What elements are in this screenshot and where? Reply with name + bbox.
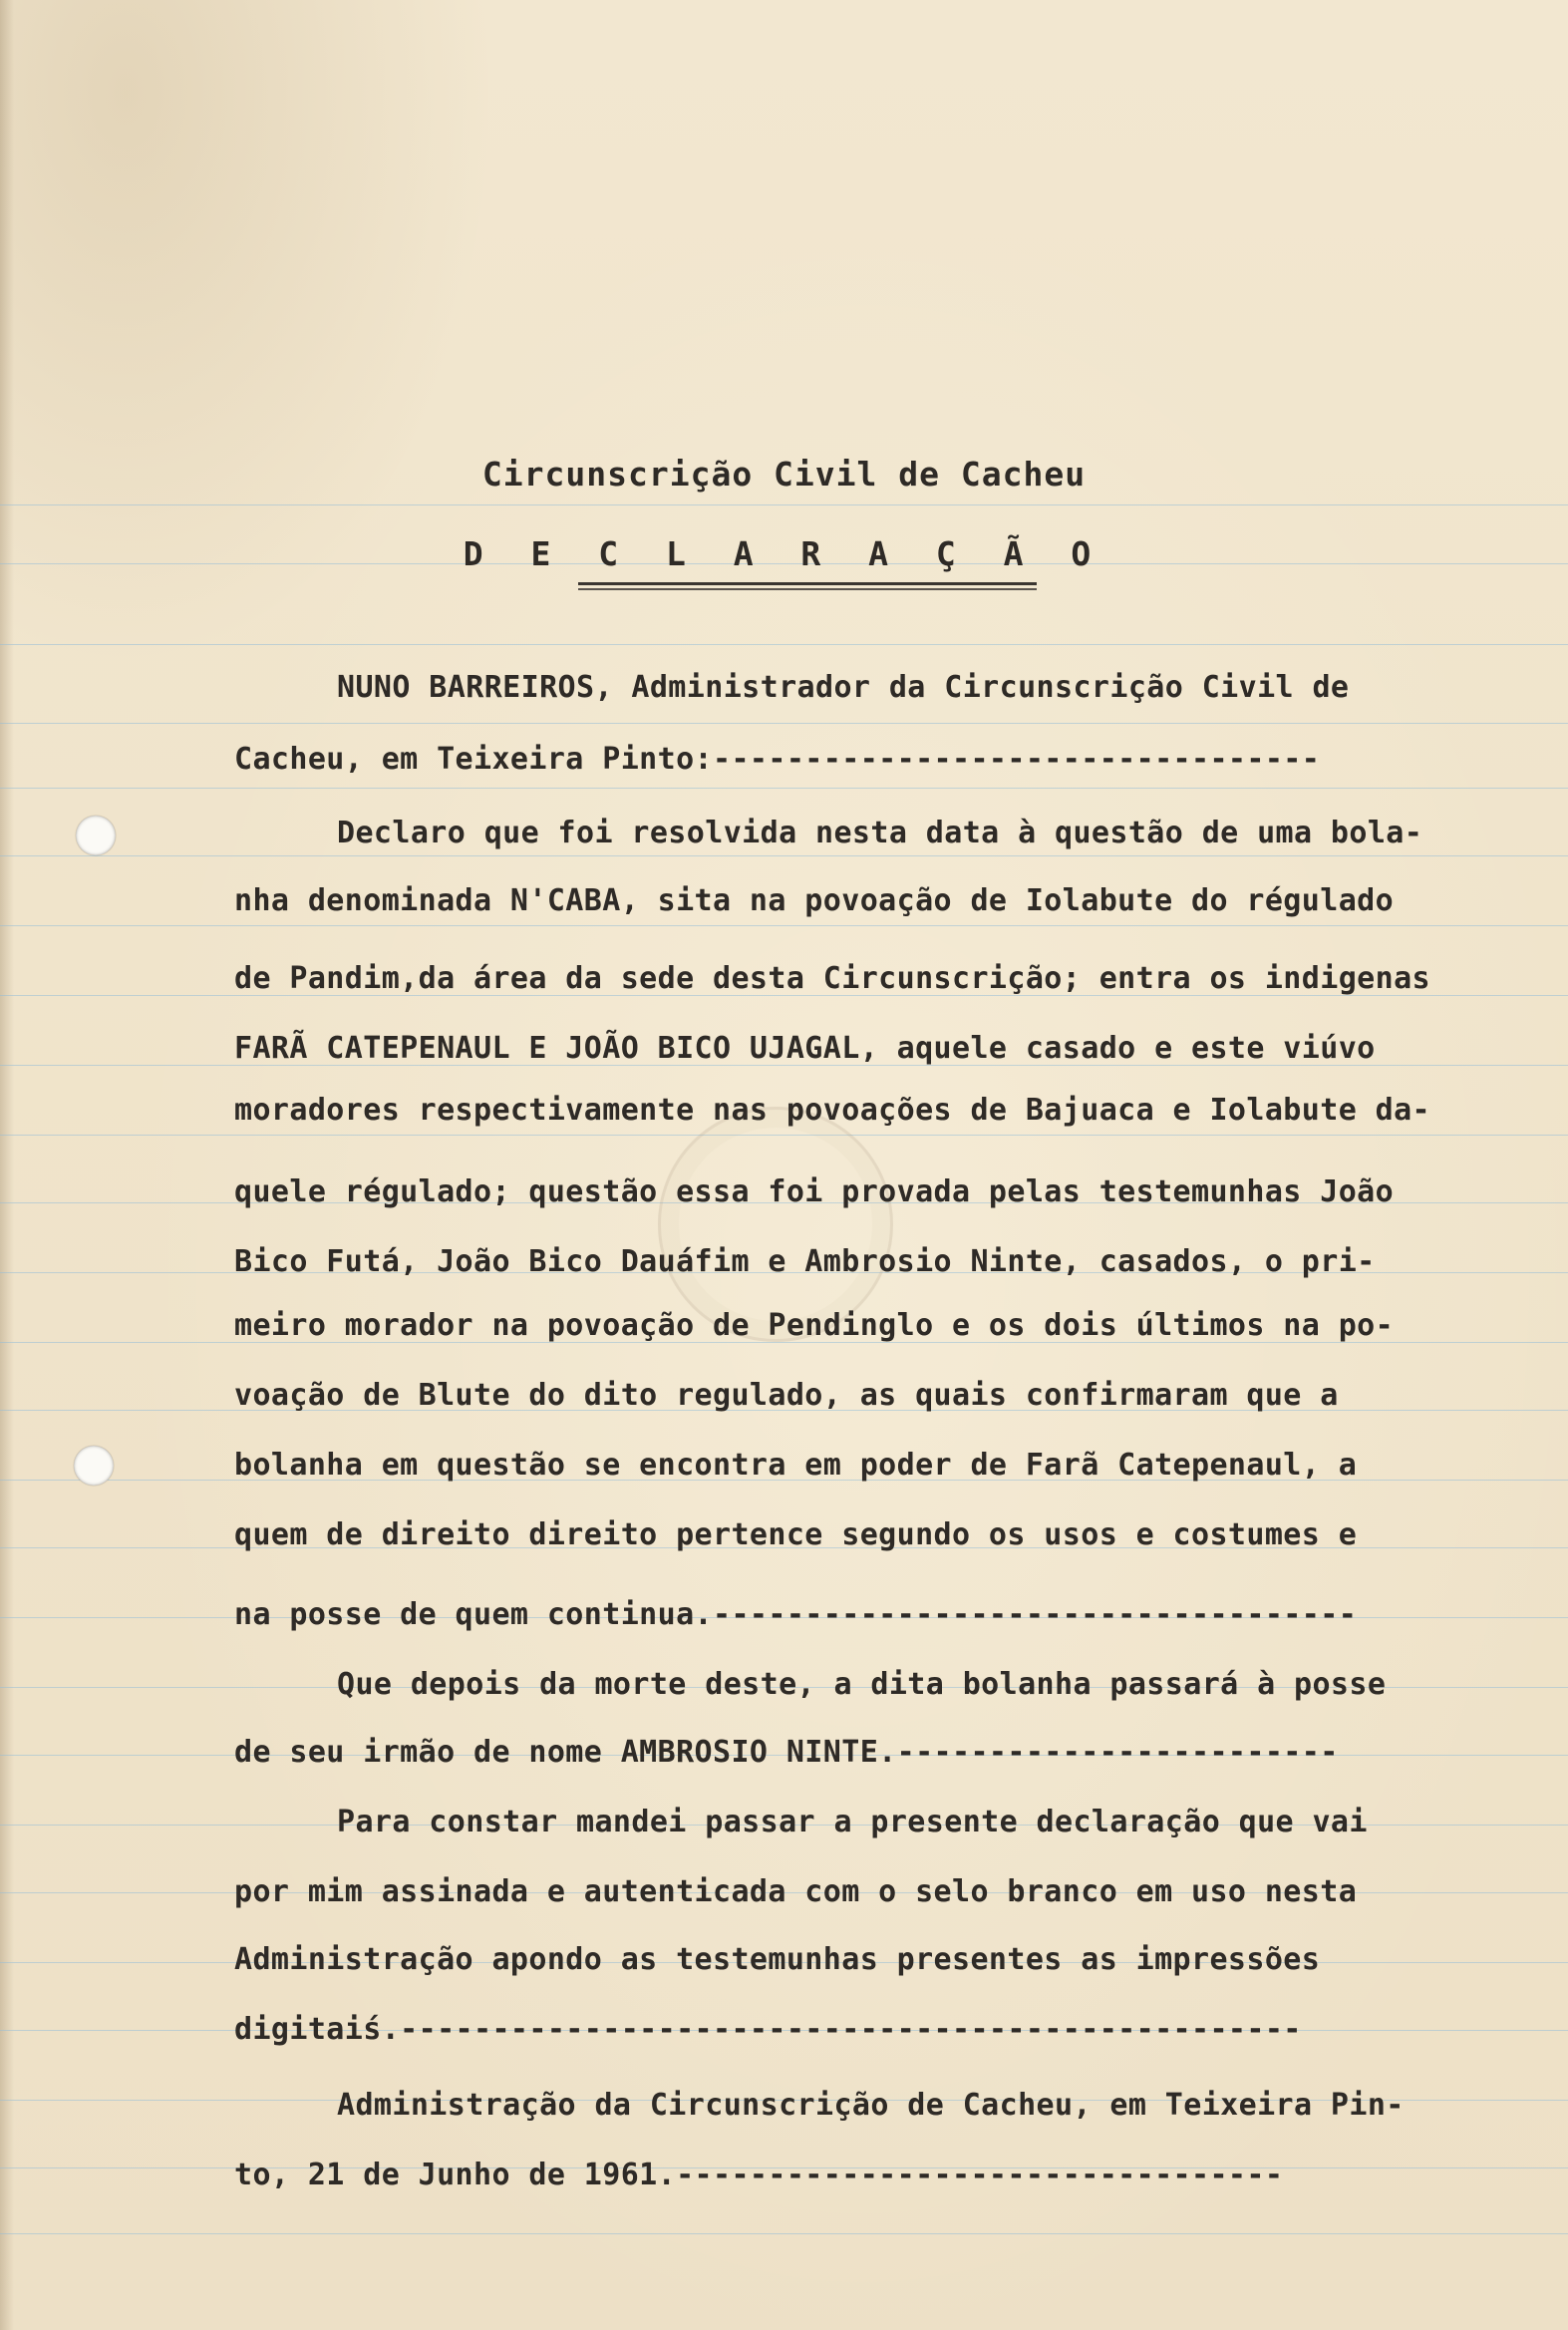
text-line: meiro morador na povoação de Pendinglo e os dois últimos na po-	[234, 1308, 1395, 1343]
text-line: moradores respectivamente nas povoações de Bajuaca e Iolabute da-	[234, 1093, 1430, 1128]
text-line: quele régulado; questão essa foi provada pelas testemunhas João	[234, 1174, 1395, 1209]
text-line: Administração apondo as testemunhas presentes as impressões	[234, 1942, 1321, 1977]
document-title: D E C L A R A Ç Ã O	[463, 534, 1105, 573]
punch-hole	[76, 816, 116, 855]
text-line: Que depois da morte deste, a dita bolanha passará à posse	[337, 1667, 1387, 1702]
ruled-line	[0, 855, 1568, 856]
text-line: Administração da Circunscrição de Cacheu, em Teixeira Pin-	[337, 2088, 1405, 2123]
page-edge-shadow	[0, 0, 14, 2330]
text-line: to, 21 de Junho de 1961.---------------------------------	[234, 2158, 1284, 2192]
text-line: nha denominada N'CABA, sita na povoação de Iolabute do régulado	[234, 883, 1395, 918]
text-line: NUNO BARREIROS, Administrador da Circunscrição Civil de	[337, 670, 1350, 705]
text-line: na posse de quem continua.-----------------------------------	[234, 1597, 1358, 1632]
text-line: de Pandim,da área da sede desta Circunscrição; entra os indigenas	[234, 961, 1430, 996]
text-line: quem de direito direito pertence segundo os usos e costumes e	[234, 1517, 1358, 1552]
ruled-line	[0, 2233, 1568, 2234]
text-line: de seu irmão de nome AMBROSIO NINTE.------------------------	[234, 1735, 1339, 1770]
title-underline	[578, 582, 1037, 585]
text-line: Cacheu, em Teixeira Pinto:---------------------------------	[234, 742, 1321, 777]
text-line: digitaiś.-------------------------------------------------	[234, 2012, 1302, 2047]
title-underline	[578, 588, 1037, 590]
ruled-line	[0, 723, 1568, 724]
ruled-line	[0, 788, 1568, 789]
text-line: bolanha em questão se encontra em poder de Farã Catepenaul, a	[234, 1448, 1358, 1483]
text-line: Para constar mandei passar a presente declaração que vai	[337, 1805, 1368, 1839]
text-line: FARÃ CATEPENAUL E JOÃO BICO UJAGAL, aquele casado e este viúvo	[234, 1031, 1376, 1066]
text-line: Declaro que foi resolvida nesta data à questão de uma bola-	[337, 816, 1423, 850]
document-heading: Circunscrição Civil de Cacheu	[481, 455, 1087, 494]
ruled-line	[0, 504, 1568, 505]
text-line: voação de Blute do dito regulado, as quais confirmaram que a	[234, 1378, 1339, 1413]
ruled-line	[0, 644, 1568, 645]
text-line: por mim assinada e autenticada com o selo branco em uso nesta	[234, 1874, 1358, 1909]
ruled-line	[0, 925, 1568, 926]
text-line: Bico Futá, João Bico Dauáfim e Ambrosio Ninte, casados, o pri-	[234, 1244, 1376, 1279]
punch-hole	[74, 1446, 114, 1486]
